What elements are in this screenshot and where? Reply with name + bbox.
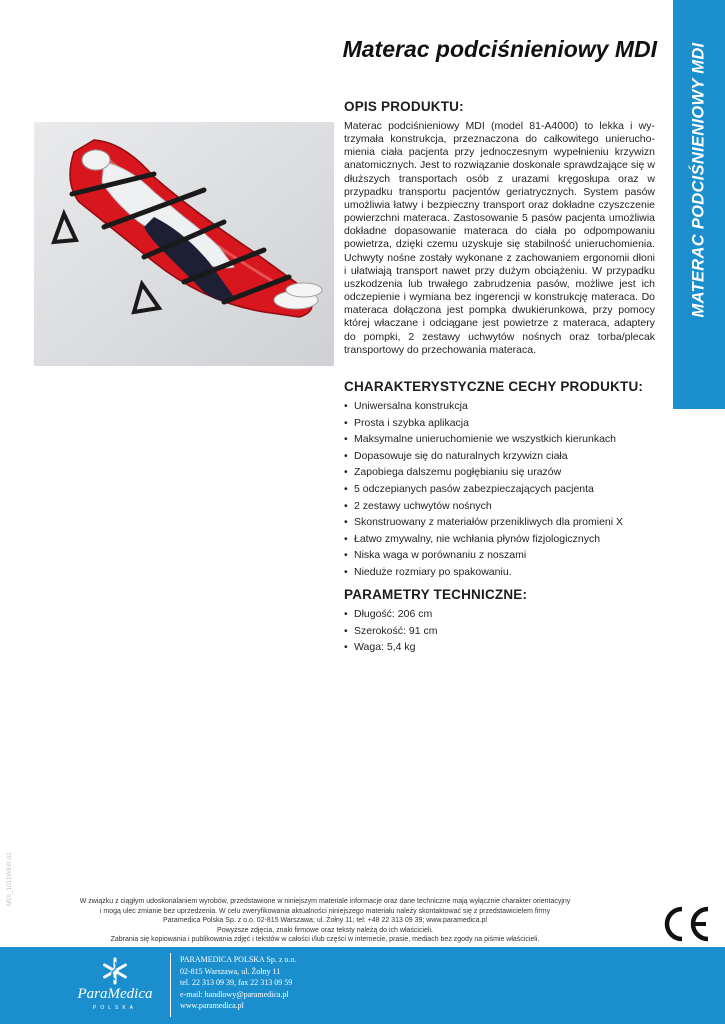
list-item: • Dopasowuje się do naturalnych krzywizn ciała: [344, 448, 655, 465]
logo-name: ParaMedica: [77, 986, 153, 1002]
list-item: • Skonstruowany z materiałów przenikliwych dla promieni X: [344, 514, 655, 531]
company-address: 02-815 Warszawa, ul. Żołny 11: [180, 966, 281, 976]
disclaimer: [30, 897, 620, 945]
side-label: MATERAC PODCIŚNIENIOWY MDI: [689, 42, 708, 318]
disclaimer-line: Paramedica Polska Sp. z o.o. 02-815 Warszawa; ul. Żołny 11; tel: +48 22 313 09 39; www.paramedica.pl: [163, 917, 487, 925]
description-heading: OPIS PRODUKTU:: [344, 99, 464, 114]
star-of-life-icon: [100, 956, 130, 986]
company-email[interactable]: e-mail: handlowy@paramedica.pl: [180, 989, 289, 999]
product-photo: [34, 122, 334, 366]
list-item: • 5 odczepianych pasów zabezpieczających pacjenta: [344, 481, 655, 498]
page-title: Materac podciśnieniowy MDI: [342, 36, 657, 62]
features-section: [344, 379, 655, 581]
company-name: PARAMEDICA POLSKA Sp. z o.o.: [180, 955, 297, 964]
description-section: [344, 99, 655, 357]
company-phone: tel. 22 313 09 39, fax 22 313 09 59: [180, 978, 293, 988]
specs-section: [344, 587, 655, 656]
company-website[interactable]: www.paramedica.pl: [180, 1001, 244, 1011]
list-item: • Niska waga w porównaniu z noszami: [344, 547, 655, 564]
list-item: • Prosta i szybka aplikacja: [344, 415, 655, 432]
list-item: • 2 zestawy uchwytów nośnych: [344, 498, 655, 515]
disclaimer-line: Zabrania się kopiowania i publikowania zdjęć i tekstów w całości i/lub części w internecie, prasie, mediach bez zgody na piśmie właścicieli.: [110, 936, 540, 944]
list-item: • Szerokość: 91 cm: [344, 623, 655, 640]
list-item: • Zapobiega dalszemu pogłębianiu się urazów: [344, 464, 655, 481]
specs-list: [344, 606, 655, 656]
paramedica-logo: [70, 954, 160, 1016]
specs-heading: PARAMETRY TECHNICZNE:: [344, 587, 528, 602]
list-item: • Łatwo zmywalny, nie wchłania płynów fizjologicznych: [344, 531, 655, 548]
ce-mark-icon: [658, 905, 712, 943]
list-item: • Maksymalne unieruchomienie we wszystkich kierunkach: [344, 431, 655, 448]
list-item: • Nieduże rozmiary po spakowaniu.: [344, 564, 655, 581]
features-heading: CHARAKTERYSTYCZNE CECHY PRODUKTU:: [344, 379, 644, 394]
list-item: • Waga: 5,4 kg: [344, 639, 655, 656]
disclaimer-line: Powyższe zdjęcia, znaki firmowe oraz teksty należą do ich właścicieli.: [217, 926, 433, 934]
document-code: MDI_1011WER.01: [6, 852, 13, 906]
disclaimer-line: W związku z ciągłym udoskonalaniem wyrobów, przedstawione w niniejszym materiale informacje oraz dane techniczne mają wyłącznie charakter orientacyjny: [79, 898, 571, 905]
list-item: • Uniwersalna konstrukcja: [344, 398, 655, 415]
list-item: • Długość: 206 cm: [344, 606, 655, 623]
footer: [0, 947, 725, 1024]
features-list: [344, 398, 655, 581]
footer-divider: [170, 953, 171, 1017]
logo-subtitle: POLSKA: [92, 1005, 137, 1011]
contact-block: [180, 954, 296, 1012]
description-text: Materac podciśnieniowy MDI (model 81-A4000) to lekka i wytrzymała konstrukcja, przeznaczona do całkowitego unieruchomienia ciała pacjenta przy jednoczesnym wypełnieniu krzywizn anatomicznych. Jest to rozwiązanie doskonale sprawdzające się w dłuższych transportach osób z urazami kręgosłupa oraz w przypadku transportu pacjentów geriatrycznych. System pasów umożliwia łatwy i bezpieczny transport oraz dokładne czyszczenie powierzchni materaca. Zastosowanie 5 pasów pacjenta umożliwia dokładne dopasowanie materaca do ciała po odpompowaniu powietrza, dzięki czemu uzyskuje się stabilność unieruchomienia. Uchwyty nośne zostały wykonane z zachowaniem ergonomii dłoni i ułatwiają transport nawet przy dużym obciążeniu. W przypadku uszkodzenia lub trwałego zabrudzenia pasów, możliwe jest ich odczepienie i wymiana bez ingerencji w konstrukcję materaca. Do materaca dołączona jest pompka dwukierunkowa, przy pomocy której właczane i odciągane jest powietrze z materaca, adaptery do pompki, 2 zestawy uchwytów nośnych oraz torba/plecak transportowy do przechowania materaca.: [344, 120, 655, 356]
disclaimer-line: i mogą ulec zmianie bez uprzedzenia. W celu zweryfikowania aktualności niniejszego materiału należy skontaktować się z przedstawicielem firmy: [99, 907, 551, 915]
